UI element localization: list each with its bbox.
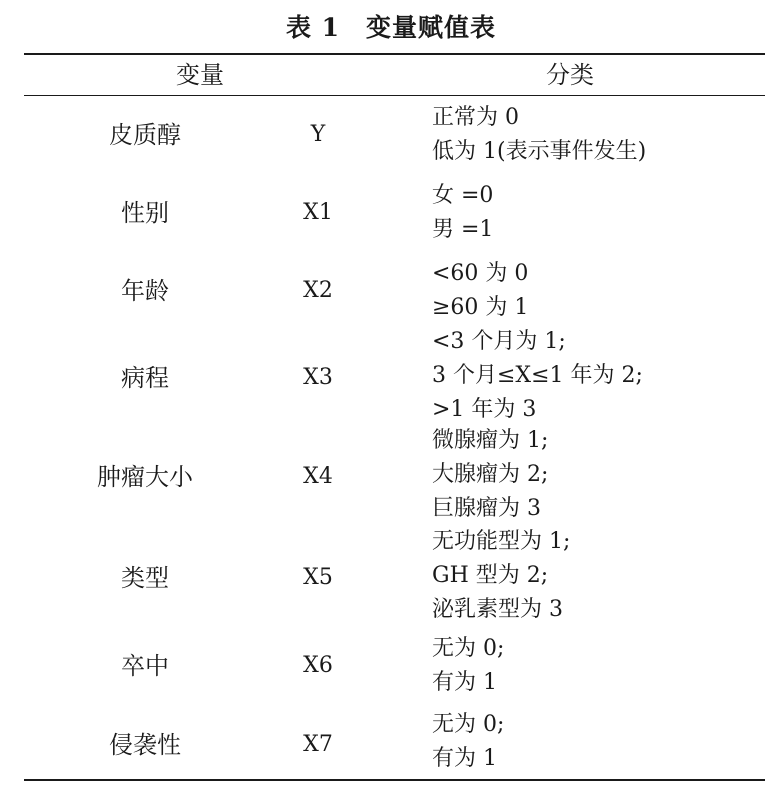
variable-code: X5 [303,565,333,590]
header-rule [24,95,765,96]
category-line: <3 个月为 1; [432,329,566,354]
variable-name: 侵袭性 [109,731,181,759]
category-line: 男 =1 [432,217,494,242]
variable-name: 肿瘤大小 [97,463,193,491]
variable-name: 年龄 [121,277,169,305]
category-line: <60 为 0 [432,261,529,286]
variable-code: X4 [303,464,333,489]
variable-code: X6 [303,653,333,678]
category-line: >1 年为 3 [432,397,537,422]
variable-code: X7 [303,732,333,757]
category-line: 泌乳素型为 3 [432,597,563,622]
category-line: 微腺瘤为 1; [432,428,549,453]
variable-code: X2 [303,278,333,303]
category-list [432,632,772,700]
category-line: 大腺瘤为 2; [432,462,549,487]
category-line: 有为 1 [432,670,497,695]
category-line: 低为 1(表示事件发生) [432,139,647,164]
category-line: 3 个月≤X≤1 年为 2; [432,363,643,388]
variable-name: 皮质醇 [109,121,181,149]
category-list [432,325,772,427]
variable-code: Y [310,122,326,147]
category-line: 正常为 0 [432,105,519,130]
category-list [432,424,772,526]
variable-name: 病程 [121,364,169,392]
variable-name: 类型 [121,564,169,592]
table-title-text: 变量赋值表 [366,13,497,42]
category-line: 巨腺瘤为 3 [432,496,541,521]
table-title [0,8,782,44]
category-line: GH 型为 2; [432,563,549,588]
category-list [432,179,772,247]
category-list [432,101,772,169]
category-list [432,525,772,627]
header-variable: 变量 [176,61,224,89]
variable-name: 卒中 [121,652,169,680]
category-line: 有为 1 [432,746,497,771]
category-list [432,708,772,776]
top-rule [24,53,765,55]
category-list [432,257,772,325]
variable-name: 性别 [121,199,169,227]
bottom-rule [24,779,765,781]
category-line: ≥60 为 1 [432,295,529,320]
category-line: 无功能型为 1; [432,529,571,554]
category-line: 女 =0 [432,183,494,208]
table-number: 表 1 [285,13,341,42]
variable-code: X1 [303,200,333,225]
variable-code: X3 [303,365,333,390]
header-category: 分类 [546,61,594,89]
category-line: 无为 0; [432,712,505,737]
category-line: 无为 0; [432,636,505,661]
